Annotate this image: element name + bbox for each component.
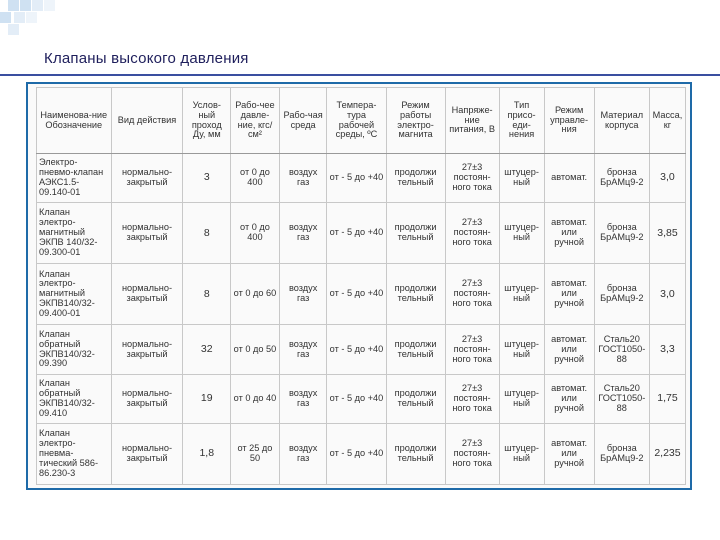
cell-working-medium: воздух газ	[279, 203, 327, 264]
cell-mass: 2,235	[649, 423, 685, 484]
table-row	[37, 154, 686, 203]
cell-supply-voltage: 27±3 постоян-ного тока	[445, 325, 499, 374]
cell-nominal-bore: 32	[183, 325, 231, 374]
cell-body-material: бронза БрАМц9-2	[594, 423, 649, 484]
valves-table	[36, 87, 686, 485]
header-nominal-bore: Услов-ный проход Ду, мм	[183, 88, 231, 154]
cell-supply-voltage: 27±3 постоян-ного тока	[445, 203, 499, 264]
cell-magnet-mode: продолжи тельный	[386, 264, 445, 325]
header-medium-temperature: Темпера-тура рабочей среды, ºС	[327, 88, 386, 154]
cell-action-type: нормально-закрытый	[111, 154, 183, 203]
cell-connection-type: штуцер-ный	[499, 423, 544, 484]
cell-control-mode: автомат. или ручной	[544, 264, 594, 325]
cell-mass: 3,3	[649, 325, 685, 374]
cell-working-pressure: от 0 до 400	[231, 154, 280, 203]
cell-name: Клапан электро-магнитный ЭКПВ 140/32-09.300-01	[37, 203, 112, 264]
cell-connection-type: штуцер-ный	[499, 374, 544, 423]
table-row	[37, 325, 686, 374]
cell-control-mode: автомат. или ручной	[544, 374, 594, 423]
cell-working-medium: воздух газ	[279, 423, 327, 484]
cell-body-material: бронза БрАМц9-2	[594, 264, 649, 325]
cell-medium-temperature: от - 5 до +40	[327, 154, 386, 203]
table-row	[37, 264, 686, 325]
cell-nominal-bore: 8	[183, 203, 231, 264]
cell-body-material: Сталь20 ГОСТ1050-88	[594, 374, 649, 423]
cell-medium-temperature: от - 5 до +40	[327, 325, 386, 374]
cell-action-type: нормально-закрытый	[111, 374, 183, 423]
table-row	[37, 423, 686, 484]
header-working-pressure: Рабо-чее давле-ние, кгс/см²	[231, 88, 280, 154]
cell-magnet-mode: продолжи тельный	[386, 203, 445, 264]
cell-working-medium: воздух газ	[279, 154, 327, 203]
cell-nominal-bore: 1,8	[183, 423, 231, 484]
cell-supply-voltage: 27±3 постоян-ного тока	[445, 374, 499, 423]
cell-working-medium: воздух газ	[279, 264, 327, 325]
header-body-material: Материал корпуса	[594, 88, 649, 154]
cell-name: Клапан обратный ЭКПВ140/32-09.390	[37, 325, 112, 374]
header-working-medium: Рабо-чая среда	[279, 88, 327, 154]
cell-working-pressure: от 0 до 40	[231, 374, 280, 423]
cell-mass: 3,85	[649, 203, 685, 264]
table-row	[37, 374, 686, 423]
table-frame	[26, 82, 692, 490]
cell-body-material: бронза БрАМц9-2	[594, 203, 649, 264]
header-magnet-mode: Режим работы электро-магнита	[386, 88, 445, 154]
header-supply-voltage: Напряже-ние питания, В	[445, 88, 499, 154]
cell-nominal-bore: 8	[183, 264, 231, 325]
cell-body-material: Сталь20 ГОСТ1050-88	[594, 325, 649, 374]
cell-magnet-mode: продолжи тельный	[386, 374, 445, 423]
cell-working-medium: воздух газ	[279, 325, 327, 374]
header-mass: Масса, кг	[649, 88, 685, 154]
cell-medium-temperature: от - 5 до +40	[327, 264, 386, 325]
cell-nominal-bore: 19	[183, 374, 231, 423]
cell-name: Электро-пневмо-клапан АЭКС1.5-09.140-01	[37, 154, 112, 203]
cell-magnet-mode: продолжи тельный	[386, 325, 445, 374]
cell-connection-type: штуцер-ный	[499, 154, 544, 203]
cell-supply-voltage: 27±3 постоян-ного тока	[445, 264, 499, 325]
cell-action-type: нормально-закрытый	[111, 423, 183, 484]
cell-name: Клапан электро-пневма-тический 586-86.230-3	[37, 423, 112, 484]
cell-nominal-bore: 3	[183, 154, 231, 203]
cell-control-mode: автомат. или ручной	[544, 325, 594, 374]
cell-connection-type: штуцер-ный	[499, 264, 544, 325]
cell-name: Клапан обратный ЭКПВ140/32-09.410	[37, 374, 112, 423]
header-connection-type: Тип присо-еди-нения	[499, 88, 544, 154]
cell-action-type: нормально-закрытый	[111, 203, 183, 264]
cell-control-mode: автомат. или ручной	[544, 203, 594, 264]
cell-mass: 3,0	[649, 264, 685, 325]
header-action-type: Вид действия	[111, 88, 183, 154]
cell-working-medium: воздух газ	[279, 374, 327, 423]
cell-working-pressure: от 0 до 60	[231, 264, 280, 325]
cell-medium-temperature: от - 5 до +40	[327, 423, 386, 484]
corner-decoration	[0, 0, 60, 40]
cell-control-mode: автомат.	[544, 154, 594, 203]
header-control-mode: Режим управле-ния	[544, 88, 594, 154]
cell-connection-type: штуцер-ный	[499, 325, 544, 374]
cell-connection-type: штуцер-ный	[499, 203, 544, 264]
cell-action-type: нормально-закрытый	[111, 325, 183, 374]
cell-action-type: нормально-закрытый	[111, 264, 183, 325]
cell-control-mode: автомат. или ручной	[544, 423, 594, 484]
cell-body-material: бронза БрАМц9-2	[594, 154, 649, 203]
cell-supply-voltage: 27±3 постоян-ного тока	[445, 154, 499, 203]
cell-working-pressure: от 0 до 50	[231, 325, 280, 374]
cell-magnet-mode: продолжи тельный	[386, 423, 445, 484]
cell-working-pressure: от 0 до 400	[231, 203, 280, 264]
table-row	[37, 203, 686, 264]
cell-working-pressure: от 25 до 50	[231, 423, 280, 484]
slide-title: Клапаны высокого давления	[44, 50, 249, 67]
header-name: Наименова-ние Обозначение	[37, 88, 112, 154]
cell-mass: 3,0	[649, 154, 685, 203]
cell-name: Клапан электро-магнитный ЭКПВ140/32-09.400-01	[37, 264, 112, 325]
cell-magnet-mode: продолжи тельный	[386, 154, 445, 203]
title-underline	[0, 74, 720, 76]
cell-mass: 1,75	[649, 374, 685, 423]
cell-supply-voltage: 27±3 постоян-ного тока	[445, 423, 499, 484]
cell-medium-temperature: от - 5 до +40	[327, 374, 386, 423]
cell-medium-temperature: от - 5 до +40	[327, 203, 386, 264]
